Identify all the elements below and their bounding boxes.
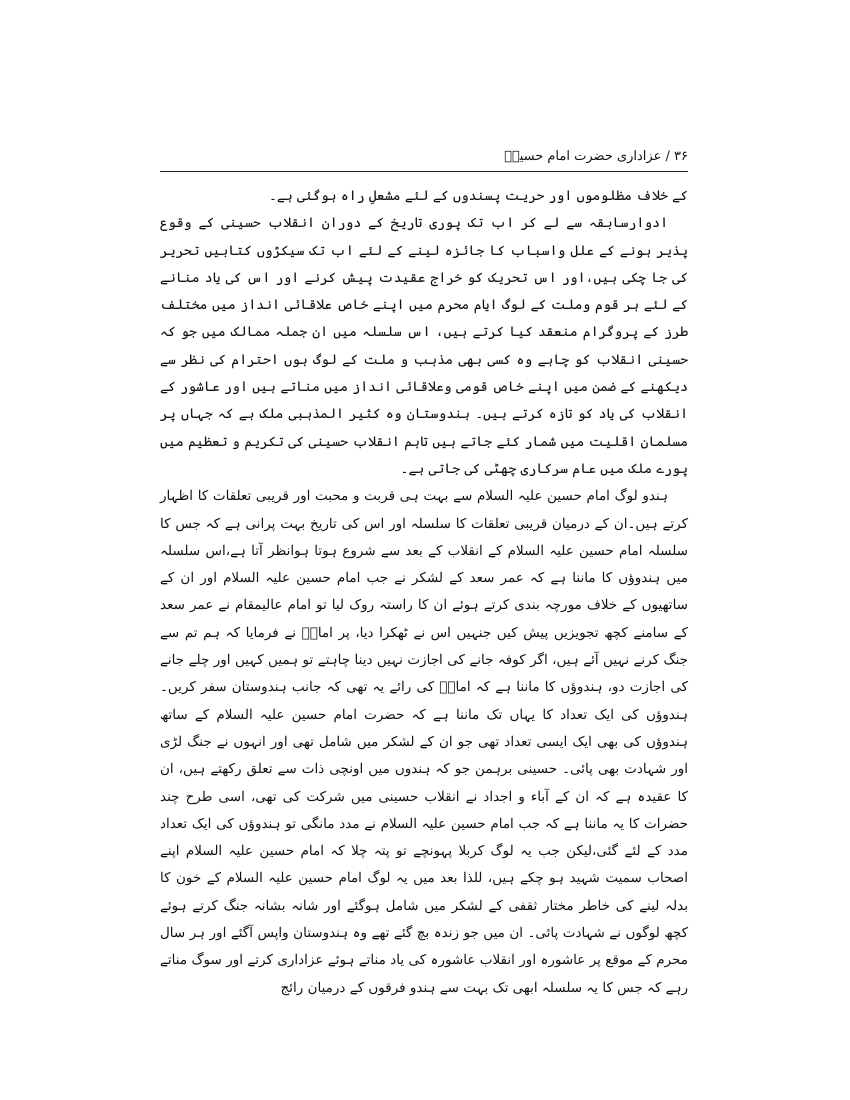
header-title: عزاداری حضرت امام حسینؑ [504, 149, 662, 164]
header-separator: / [665, 149, 670, 164]
paragraph: ادوارسابقہ سے لے کر اب تک پوری تاریخ کے دوران انقلاب حسینی کے وقوع پذیر ہونے کے علل واسباب کا جائزہ لینے کے لئے اب تک سیکڑوں کتابیں تحریر کی جا چکی ہیں،اور اس تحریک کو خراج عقیدت پیش کرنے اور اس کی یاد منانے کے لئے ہر قوم وملت کے لوگ ایام محرم میں اپنے خاص علاقائی انداز میں مختلف طرز کے پروگرام منعقد کیا کرتے ہیں، اس سلسلہ میں ان جملہ ممالک میں جو کہ حسینی انقلاب کو چاہے وہ کسی بھی مذہب و ملت کے لوگ ہوں احترام کی نظر سے دیکھنے کے ضمن میں اپنے خاص قومی وعلاقائی انداز میں مناتے ہیں اور عاشور کے انقلاب کی یاد کو تازہ کرتے ہیں۔ ہندوستان وہ کثیر المذہبی ملک ہے کہ جہاں پر مسلمان اقلیت میں شمار کئے جاتے ہیں تاہم انقلاب حسینی کی تکریم و تعظیم میں پورے ملک میں عام سرکاری چھٹی کی جاتی ہے۔ [160, 215, 688, 477]
paragraph: ہندو لوگ امام حسین علیہ السلام سے بہت ہی قربت و محبت اور قریبی تعلقات کا اظہار کرتے ہیں۔ان کے درمیان قریبی تعلقات کا سلسلہ اور اس کی تاریخ بہت پرانی ہے کہ جس کا سلسلہ امام حسین علیہ السلام کے انقلاب کے بعد سے شروع ہوتا ہوانظر آتا ہے،اس سلسلہ میں ہندوؤں کا ماننا ہے کہ عمر سعد کے لشکر نے جب امام حسین علیہ السلام اور ان کے ساتھیوں کے خلاف مورچہ بندی کرتے ہوئے ان کا راستہ روک لیا تو امام عالیمقام نے عمر سعد کے سامنے کچھ تجویزیں پیش کیں جنہیں اس نے ٹھکرا دیا، پر امامؑ نے فرمایا کہ ہم تم سے جنگ کرنے نہیں آئے ہیں، اگر کوفہ جانے کی اجازت نہیں دینا چاہتے تو ہمیں کہیں اور چلے جانے کی اجازت دو، ہندوؤں کا ماننا ہے کہ امامؑ کی رائے یہ تھی کہ جانب ہندوستان سفر کریں۔ہندوؤں کی ایک تعداد کا یہاں تک ماننا ہے کہ حضرت امام حسین علیہ السلام کے ساتھ ہندوؤں کی بھی ایک ایسی تعداد تھی جو ان کے لشکر میں شامل تھی اور انہوں نے جنگ لڑی اور شہادت بھی پائی۔ حسینی برہمن جو کہ ہندوں میں اونچی ذات سے تعلق رکھتے ہیں، ان کا عقیدہ ہے کہ ان کے آباء و اجداد نے انقلاب حسینی میں شرکت کی تھی، اسی طرح چند حضرات کا یہ ماننا ہے کہ جب امام حسین علیہ السلام نے مدد مانگی تو ہندوؤں کی ایک تعداد مدد کے لئے گئی،لیکن جب یہ لوگ کربلا پہونچے تو پتہ چلا کہ امام حسین علیہ السلام اپنے اصحاب سمیت شہید ہو چکے ہیں، للذا بعد میں یہ لوگ امام حسین علیہ السلام کے خون کا بدلہ لینے کی خاطر مختار ثقفی کے لشکر میں شامل ہوگئے اور شانہ بشانہ جنگ کرتے ہوئے کچھ لوگوں نے شہادت پائی۔ ان میں جو زندہ بچ گئے تھے وہ ہندوستان واپس آگئے اور ہر سال محرم کے موقع پر عاشورہ اور انقلاب عاشورہ کی یاد مناتے ہوئے عزاداری کرتے اور سوگ مناتے رہے کہ جس کا یہ سلسلہ ابھی تک بہت سے ہندو فرقوں کے درمیان رائج [160, 488, 688, 996]
body-text [160, 183, 688, 1002]
page-number: ۳۶ [674, 149, 688, 164]
paragraph: کے خلاف مظلوموں اور حریت پسندوں کے لئے مشعلِ راہ ہوگئی ہے۔ [269, 188, 688, 204]
running-header [160, 147, 688, 167]
header-divider [160, 171, 688, 172]
